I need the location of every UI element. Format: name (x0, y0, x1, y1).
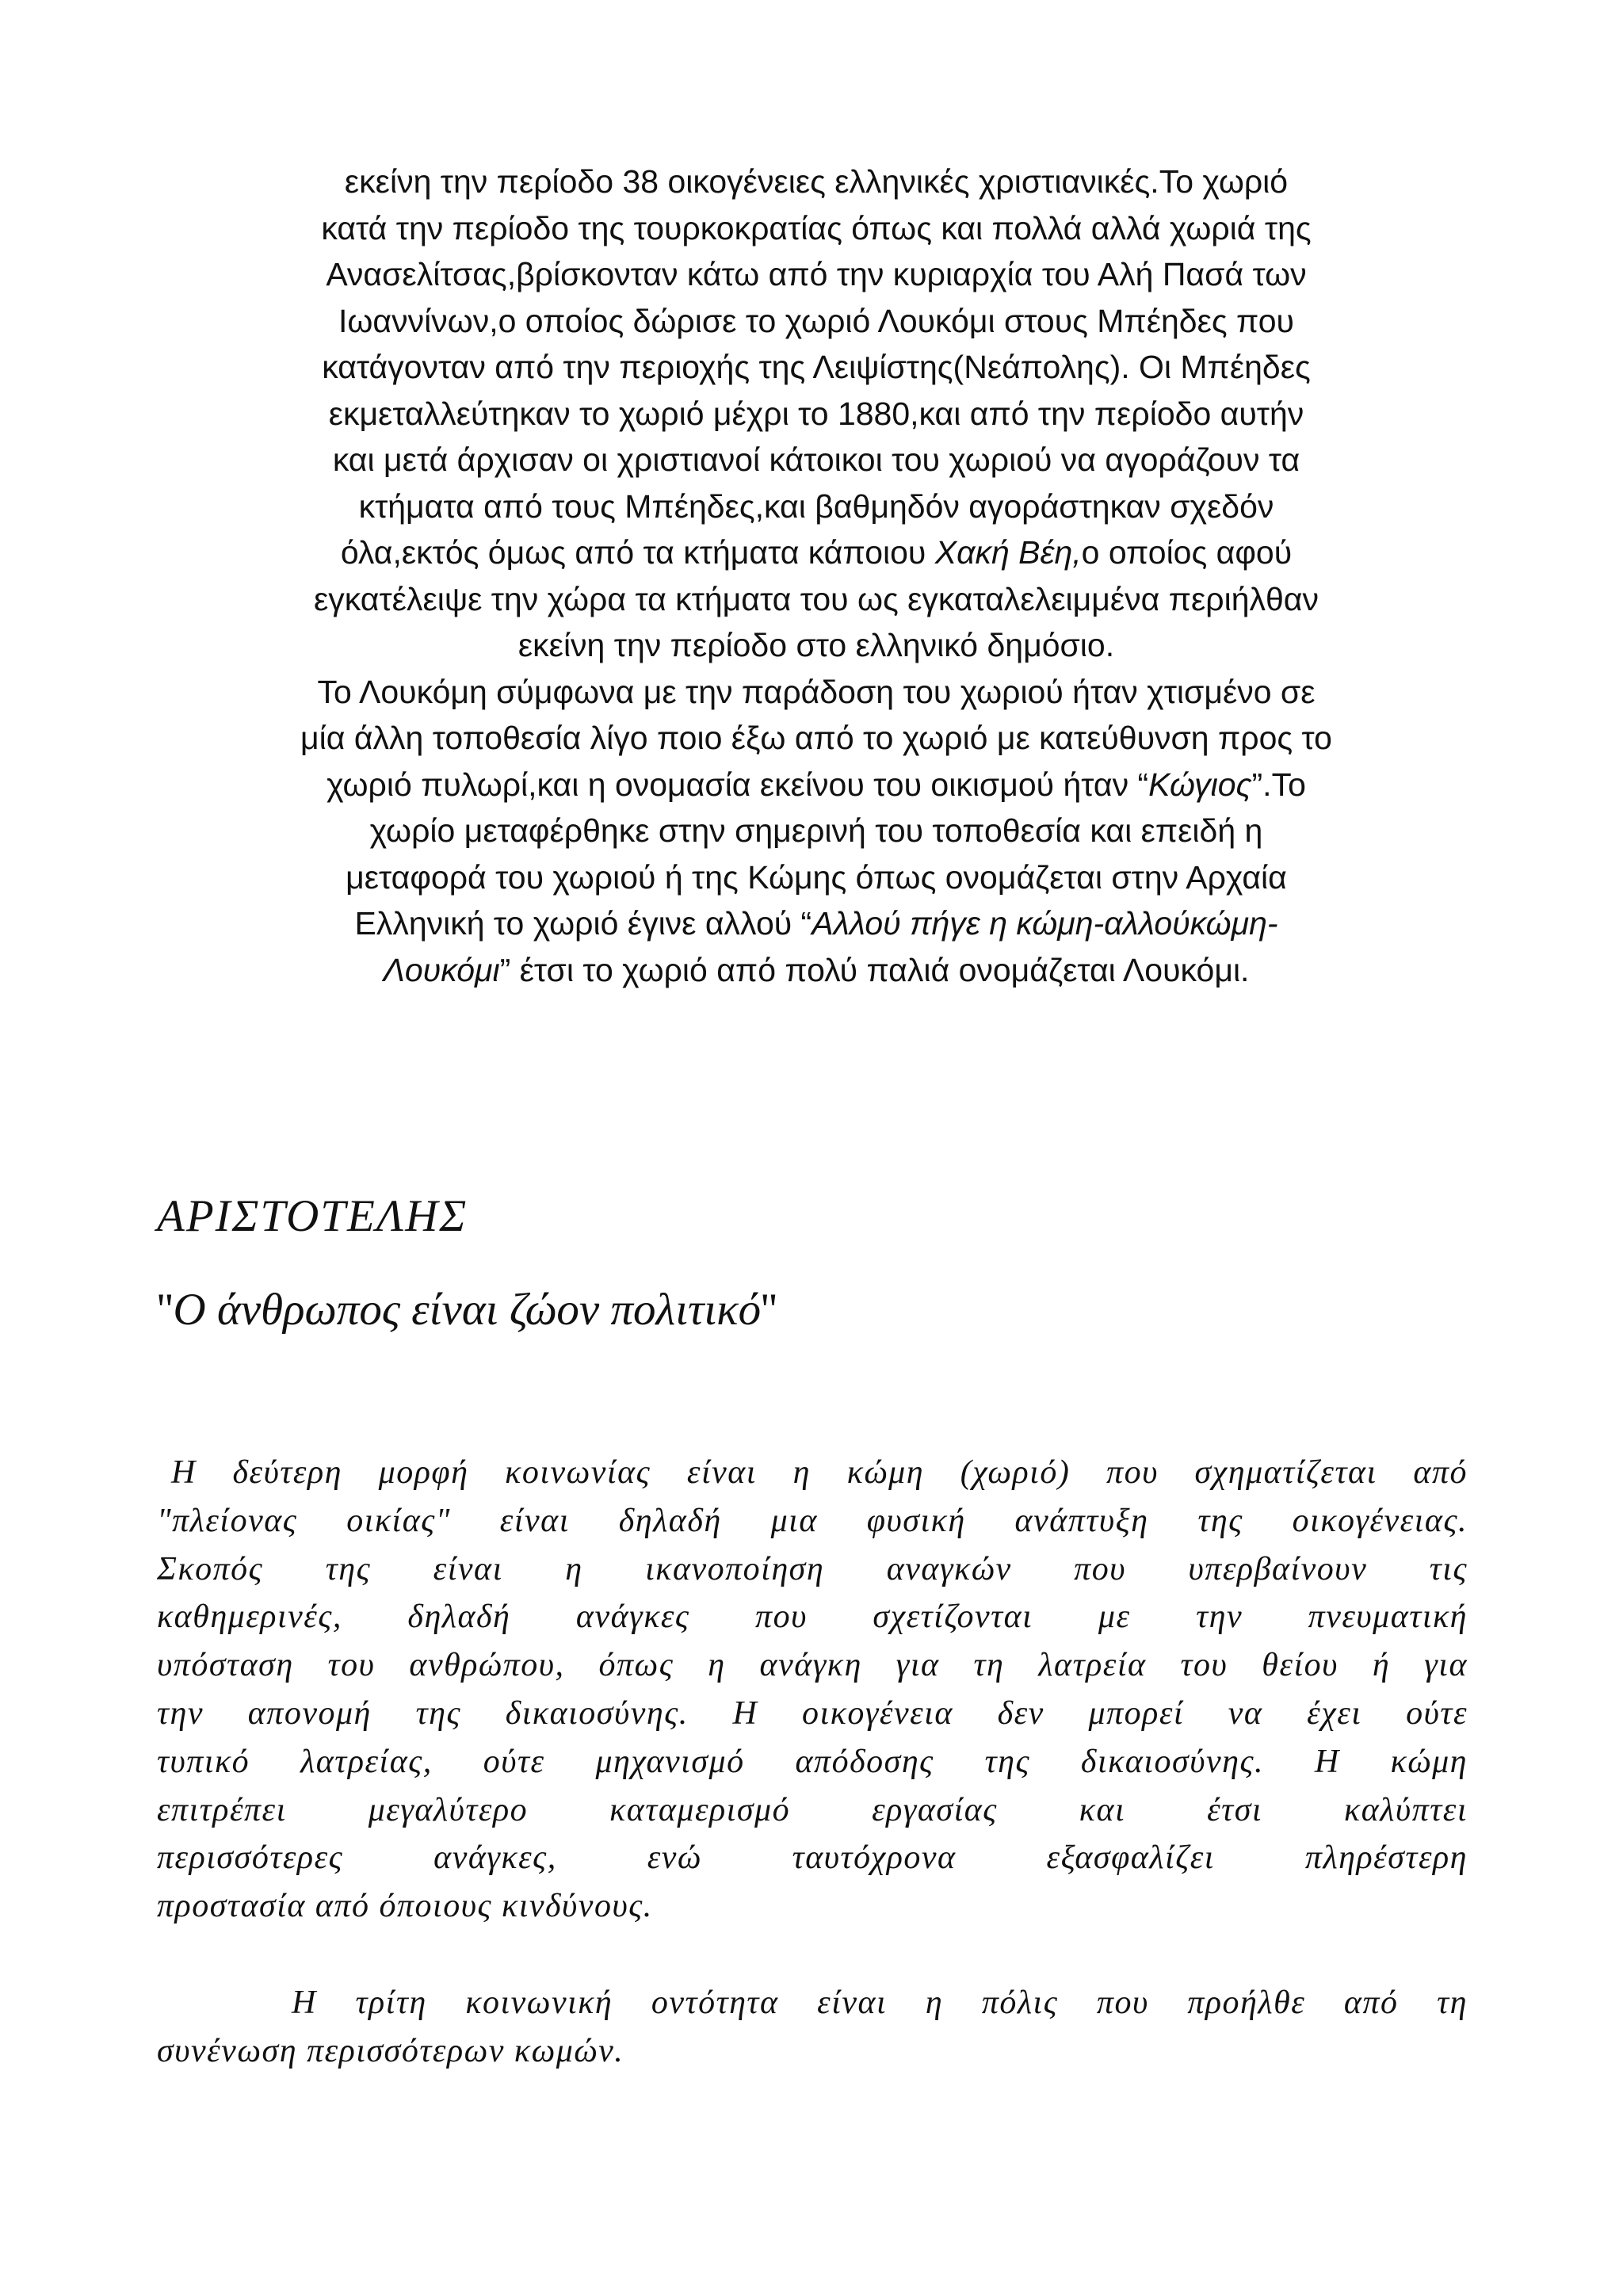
quote-close-mark: '' (761, 1285, 777, 1335)
text-line: εγκατέλειψε την χώρα τα κτήματα του ως εγκαταλελειμμένα περιήλθαν (314, 580, 1319, 617)
text-line: την απονομή της δικαιοσύνης. Η οικογένεια δεν μπορεί να έχει ούτε (157, 1694, 1468, 1732)
quote-text: Ο άνθρωπος είναι ζώον πολιτικό (173, 1285, 762, 1335)
text-line: Η τρίτη κοινωνική οντότητα είναι η πόλις που προήλθε από τη (292, 1985, 1468, 2021)
italic-name: Χακή Βέη, (934, 534, 1082, 571)
text-line: εκείνη την περίοδο 38 οικογένειες ελληνικές χριστιανικές.Το χωριό (344, 163, 1289, 200)
text-line: χωρίο μεταφέρθηκε στην σημερινή του τοποθεσία και επειδή η (369, 812, 1263, 849)
aristotle-paragraph-1 (157, 1449, 1468, 1931)
text-line: Ιωαννίνων,ο οποίος δώρισε το χωριό Λουκόμι στους Μπέηδες που (338, 302, 1294, 339)
text-line: όλα,εκτός όμως από τα κτήματα κάποιου Χακή Βέη,ο οποίος αφού (340, 534, 1293, 571)
text-line: μεταφορά του χωριού ή της Κώμης όπως ονομάζεται στην Αρχαία (346, 858, 1287, 896)
text-line: συνένωση περισσότερων κωμών. (157, 2032, 624, 2069)
text-line: Ελληνική το χωριό έγινε αλλού “Αλλού πήγε η κώμη-αλλούκώμη- (354, 905, 1278, 942)
history-paragraph (151, 159, 1482, 993)
text-line: περισσότερες ανάγκες, ενώ ταυτόχρονα εξασφαλίζει πληρέστερη (157, 1839, 1468, 1877)
text-line: Σκοπός της είναι η ικανοποίηση αναγκών που υπερβαίνουν τις (157, 1550, 1468, 1587)
text-line: κατάγονταν από την περιοχής της Λειψίστης(Νεάπολης). Οι Μπέηδες (322, 349, 1311, 385)
text-line: τυπικό λατρείας, ούτε μηχανισμό απόδοσης της δικαιοσύνης. Η κώμη (157, 1743, 1468, 1780)
text-line: Η δεύτερη μορφή κοινωνίας είναι η κώμη (χωριό) που σχηματίζεται από (171, 1454, 1468, 1491)
text-line: "πλείονας οικίας" είναι δηλαδή μια φυσική ανάπτυξη της οικογένειας. (157, 1502, 1468, 1539)
text-line: και μετά άρχισαν οι χριστιανοί κάτοικοι του χωριού να αγοράζουν τα (332, 441, 1300, 478)
italic-phrase: Αλλού πήγε η κώμη-αλλούκώμη- (812, 905, 1278, 942)
italic-name: Κώγιος (1148, 766, 1252, 803)
aristotle-paragraph-2 (157, 1979, 1468, 2076)
text-line: εκμεταλλεύτηκαν το χωριό μέχρι το 1880,και από την περίοδο αυτήν (328, 395, 1304, 432)
text-line: Λουκόμι” έτσι το χωριό από πολύ παλιά ονομάζεται Λουκόμι. (383, 951, 1250, 988)
quote-line (157, 1282, 777, 1338)
text-line: καθημερινές, δηλαδή ανάγκες που σχετίζονται με την πνευματική (157, 1599, 1468, 1636)
text-line: εκείνη την περίοδο στο ελληνικό δημόσιο. (517, 627, 1115, 663)
text-line: Το Λουκόμη σύμφωνα με την παράδοση του χωριού ήταν χτισμένο σε (317, 673, 1316, 710)
text-line: υπόσταση του ανθρώπου, όπως η ανάγκη για τη λατρεία του θείου ή για (157, 1647, 1468, 1684)
text-line: επιτρέπει μεγαλύτερο καταμερισμό εργασίας και έτσι καλύπτει (157, 1791, 1468, 1828)
text-line: χωριό πυλωρί,και η ονομασία εκείνου του οικισμού ήταν “Κώγιος”.Το (327, 766, 1306, 803)
text-line: μία άλλη τοποθεσία λίγο ποιο έξω από το χωριό με κατεύθυνση προς το (300, 720, 1332, 756)
quote-open-mark: '' (157, 1285, 174, 1335)
section-heading: ΑΡΙΣΤΟΤΕΛΗΣ (157, 1191, 468, 1241)
text-line: Ανασελίτσας,βρίσκονταν κάτω από την κυριαρχία του Αλή Πασά των (326, 256, 1307, 292)
text-line: κατά την περίοδο της τουρκοκρατίας όπως και πολλά αλλά χωριά της (321, 209, 1312, 246)
text-line: προστασία από όποιους κινδύνους. (157, 1888, 653, 1925)
text-line: κτήματα από τους Μπέηδες,και βαθμηδόν αγοράστηκαν σχεδόν (358, 487, 1274, 525)
italic-phrase: Λουκόμι (383, 951, 500, 988)
